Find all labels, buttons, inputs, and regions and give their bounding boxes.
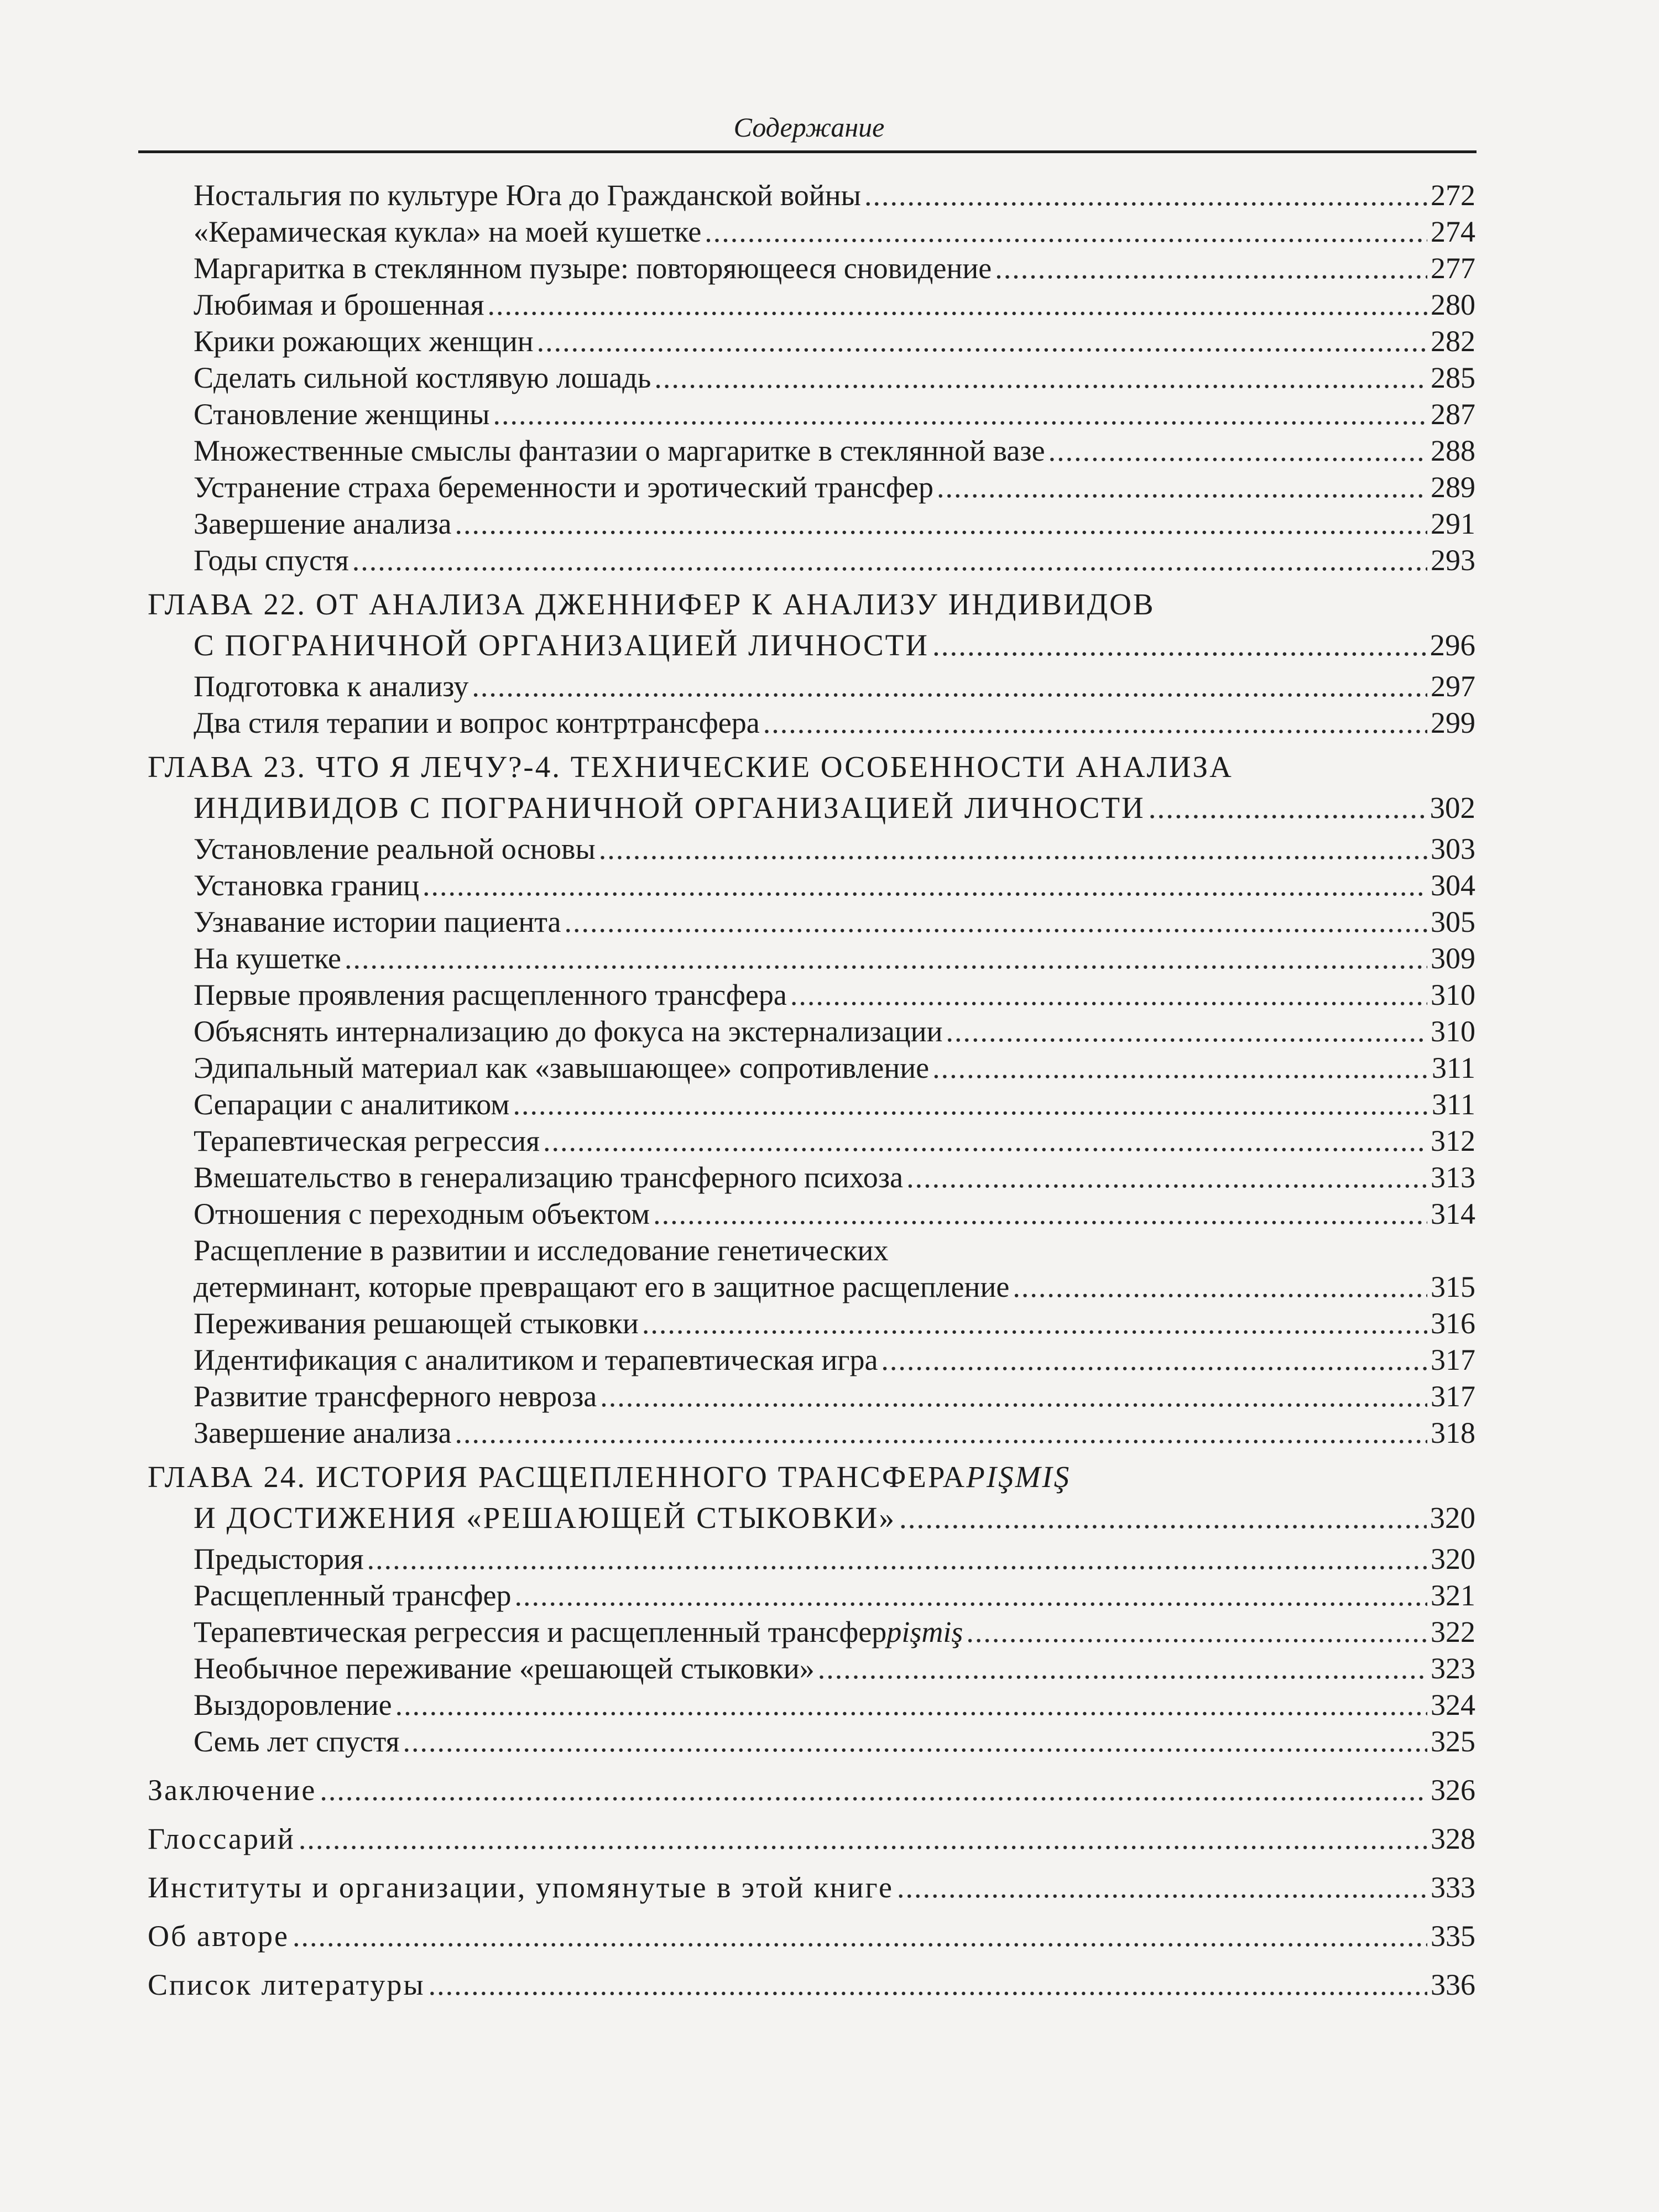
page-number: 310 (1431, 1015, 1475, 1048)
toc-entry[interactable]: Расщепление в развитии и исследование генетических (194, 1234, 889, 1267)
leader-dots (422, 867, 1427, 904)
toc-entry[interactable]: Два стиля терапии и вопрос контртрансфера ..... 299 (194, 705, 1475, 741)
leader-dots (946, 1013, 1427, 1050)
leader-dots (403, 1723, 1427, 1760)
toc-entry[interactable]: Ностальгия по культуре Юга до Гражданской войны ..... 272 (194, 177, 1475, 213)
leader-dots (642, 1305, 1427, 1342)
leader-dots (705, 213, 1427, 250)
toc-chapter-heading[interactable]: С ПОГРАНИЧНОЙ ОРГАНИЗАЦИЕЙ ЛИЧНОСТИ ..... 296 (194, 627, 1475, 664)
toc-entry[interactable]: Сепарации с аналитиком ..... 311 (194, 1086, 1475, 1123)
toc-entry[interactable]: Подготовка к анализу ..... 297 (194, 668, 1475, 705)
toc-entry[interactable]: Годы спустя ..... 293 (194, 542, 1475, 578)
page-number: 317 (1431, 1343, 1475, 1376)
leader-dots (1013, 1269, 1427, 1305)
page-number: 323 (1431, 1652, 1475, 1685)
page-number: 328 (1431, 1822, 1475, 1855)
page-number: 336 (1431, 1968, 1475, 2001)
toc-back-matter[interactable]: Заключение ..... 326 (148, 1772, 1475, 1808)
leader-dots (513, 1086, 1428, 1123)
page-number: 312 (1431, 1124, 1475, 1157)
leader-dots (565, 904, 1427, 940)
toc-entry[interactable]: Устранение страха беременности и эротический трансфер ..... 289 (194, 469, 1475, 505)
toc-entry[interactable]: Завершение анализа ..... 291 (194, 505, 1475, 542)
leader-dots (654, 359, 1427, 396)
leader-dots (537, 323, 1427, 359)
page-number: 311 (1432, 1051, 1475, 1084)
leader-dots (487, 286, 1427, 323)
leader-dots (429, 1966, 1427, 2003)
leader-dots (515, 1577, 1427, 1614)
page-number: 317 (1431, 1380, 1475, 1413)
leader-dots (455, 1415, 1427, 1451)
toc-entry[interactable]: Терапевтическая регрессия и расщепленный трансфер pişmiş ..... 322 (194, 1614, 1475, 1650)
page-number: 325 (1431, 1725, 1475, 1758)
page-number: 288 (1431, 434, 1475, 467)
toc-entry[interactable]: Идентификация с аналитиком и терапевтическая игра ..... 317 (194, 1342, 1475, 1378)
leader-dots (352, 542, 1427, 578)
leader-dots (472, 668, 1427, 705)
leader-dots (395, 1687, 1427, 1723)
toc-entry[interactable]: детерминант, которые превращают его в защитное расщепление ..... 315 (194, 1269, 1475, 1305)
page-number: 291 (1431, 507, 1475, 540)
page-number: 313 (1431, 1161, 1475, 1194)
page-number: 316 (1431, 1307, 1475, 1340)
page-number: 309 (1431, 942, 1475, 975)
leader-dots (653, 1196, 1427, 1232)
page-number: 303 (1431, 832, 1475, 865)
toc-back-matter[interactable]: Глоссарий ..... 328 (148, 1820, 1475, 1857)
leader-dots (543, 1123, 1427, 1159)
toc-entry[interactable]: Предыстория ..... 320 (194, 1541, 1475, 1577)
page-number: 321 (1431, 1579, 1475, 1612)
page-number: 287 (1431, 398, 1475, 431)
leader-dots (932, 1050, 1428, 1086)
leader-dots (932, 627, 1427, 664)
leader-dots (818, 1650, 1427, 1687)
toc-entry[interactable]: Любимая и брошенная ..... 280 (194, 286, 1475, 323)
leader-dots (881, 1342, 1427, 1378)
toc-chapter-heading[interactable]: И ДОСТИЖЕНИЯ «РЕШАЮЩЕЙ СТЫКОВКИ» ..... 320 (194, 1500, 1475, 1536)
page-number: 304 (1431, 869, 1475, 902)
toc-entry[interactable]: «Керамическая кукла» на моей кушетке ..... 274 (194, 213, 1475, 250)
page-number: 296 (1430, 628, 1475, 662)
leader-dots (1149, 790, 1427, 826)
toc-entry[interactable]: Вмешательство в генерализацию трансферного психоза ..... 313 (194, 1159, 1475, 1196)
leader-dots (899, 1500, 1427, 1536)
page-number: 315 (1431, 1270, 1475, 1303)
leader-dots (995, 250, 1427, 286)
page-number: 314 (1431, 1197, 1475, 1230)
leader-dots (966, 1614, 1427, 1650)
toc-entry[interactable]: Установка границ ..... 304 (194, 867, 1475, 904)
leader-dots (937, 469, 1427, 505)
page-number: 322 (1431, 1615, 1475, 1648)
toc-entry[interactable]: Семь лет спустя ..... 325 (194, 1723, 1475, 1760)
toc-back-matter[interactable]: Об авторе ..... 335 (148, 1918, 1475, 1954)
toc-entry[interactable]: Множественные смыслы фантазии о маргаритке в стеклянной вазе ..... 288 (194, 432, 1475, 469)
toc-back-matter[interactable]: Институты и организации, упомянутые в этой книге ..... 333 (148, 1869, 1475, 1906)
page-number: 320 (1430, 1501, 1475, 1535)
toc-entry[interactable]: Терапевтическая регрессия ..... 312 (194, 1123, 1475, 1159)
leader-dots (493, 396, 1427, 432)
page-number: 305 (1431, 905, 1475, 938)
toc-entry[interactable]: Объяснять интернализацию до фокуса на экстернализации ..... 310 (194, 1013, 1475, 1050)
page-number: 302 (1430, 791, 1475, 825)
toc-chapter-heading[interactable]: ГЛАВА 24. ИСТОРИЯ РАСЩЕПЛЕННОГО ТРАНСФЕРА PIŞMIŞ (148, 1460, 1071, 1494)
toc-entry[interactable]: Первые проявления расщепленного трансфера ..... 310 (194, 977, 1475, 1013)
leader-dots (600, 1378, 1427, 1415)
toc-entry[interactable]: Завершение анализа ..... 318 (194, 1415, 1475, 1451)
toc-entry[interactable]: Сделать сильной костлявую лошадь ..... 285 (194, 359, 1475, 396)
page-number: 320 (1431, 1542, 1475, 1575)
page-number: 289 (1431, 471, 1475, 504)
page-number: 282 (1431, 325, 1475, 358)
leader-dots (455, 505, 1427, 542)
page-number: 293 (1431, 544, 1475, 577)
toc-entry[interactable]: Становление женщины ..... 287 (194, 396, 1475, 432)
toc-chapter-heading[interactable]: ИНДИВИДОВ С ПОГРАНИЧНОЙ ОРГАНИЗАЦИЕЙ ЛИЧНОСТИ ..... 302 (194, 790, 1475, 826)
page-number: 299 (1431, 706, 1475, 739)
toc-entry[interactable]: Установление реальной основы ..... 303 (194, 831, 1475, 867)
toc-entry[interactable]: Развитие трансферного невроза ..... 317 (194, 1378, 1475, 1415)
leader-dots (299, 1820, 1427, 1857)
toc-entry[interactable]: Отношения с переходным объектом ..... 314 (194, 1196, 1475, 1232)
page-number: 335 (1431, 1919, 1475, 1953)
page-number: 324 (1431, 1688, 1475, 1721)
page-number: 333 (1431, 1871, 1475, 1904)
toc-entry[interactable]: На кушетке ..... 309 (194, 940, 1475, 977)
page-number: 311 (1432, 1088, 1475, 1121)
toc-entry[interactable]: Необычное переживание «решающей стыковки» ..... 323 (194, 1650, 1475, 1687)
running-header: Содержание (733, 112, 885, 143)
leader-dots (1048, 432, 1427, 469)
leader-dots (906, 1159, 1427, 1196)
page-number: 318 (1431, 1416, 1475, 1449)
toc-entry[interactable]: Маргаритка в стеклянном пузыре: повторяющееся сновидение ..... 277 (194, 250, 1475, 286)
toc-back-matter[interactable]: Список литературы ..... 336 (148, 1966, 1475, 2003)
leader-dots (763, 705, 1427, 741)
leader-dots (320, 1772, 1427, 1808)
page-number: 277 (1431, 252, 1475, 285)
leader-dots (790, 977, 1427, 1013)
page-number: 280 (1431, 288, 1475, 321)
leader-dots (293, 1918, 1427, 1954)
toc-chapter-heading[interactable]: ГЛАВА 23. ЧТО Я ЛЕЧУ?-4. ТЕХНИЧЕСКИЕ ОСОБЕННОСТИ АНАЛИЗА (148, 750, 1233, 784)
leader-dots (367, 1541, 1427, 1577)
toc-entry[interactable]: Расщепленный трансфер ..... 321 (194, 1577, 1475, 1614)
page-number: 285 (1431, 361, 1475, 394)
page-number: 274 (1431, 215, 1475, 248)
leader-dots (897, 1869, 1427, 1906)
header-rule (138, 150, 1477, 153)
page-number: 297 (1431, 670, 1475, 703)
leader-dots (599, 831, 1427, 867)
page-number: 310 (1431, 978, 1475, 1011)
leader-dots (345, 940, 1427, 977)
page-number: 326 (1431, 1773, 1475, 1807)
toc-chapter-heading[interactable]: ГЛАВА 22. ОТ АНАЛИЗА ДЖЕННИФЕР К АНАЛИЗУ ИНДИВИДОВ (148, 587, 1155, 621)
page-number: 272 (1431, 179, 1475, 212)
toc-entry[interactable]: Выздоровление ..... 324 (194, 1687, 1475, 1723)
leader-dots (864, 177, 1427, 213)
toc-entry[interactable]: Узнавание истории пациента ..... 305 (194, 904, 1475, 940)
toc-entry[interactable]: Эдипальный материал как «завышающее» сопротивление ..... 311 (194, 1050, 1475, 1086)
toc-entry[interactable]: Крики рожающих женщин ..... 282 (194, 323, 1475, 359)
toc-entry[interactable]: Переживания решающей стыковки ..... 316 (194, 1305, 1475, 1342)
